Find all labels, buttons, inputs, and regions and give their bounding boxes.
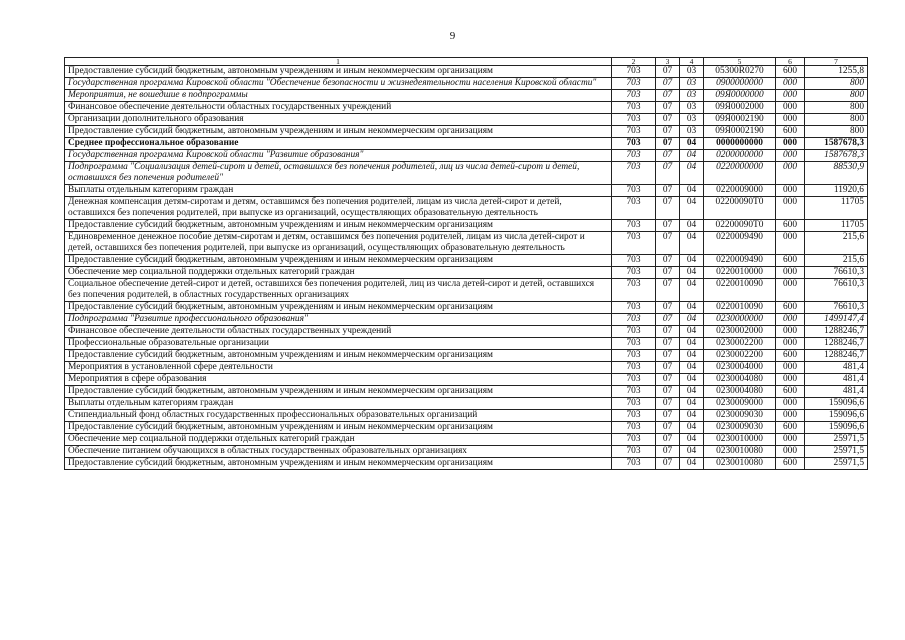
row-code-section: 07 [656, 197, 680, 220]
row-code-section: 07 [656, 362, 680, 374]
row-code-expense-type: 000 [776, 362, 805, 374]
table-row [65, 126, 868, 138]
row-code-expense-type: 000 [776, 78, 805, 90]
table-row [65, 326, 868, 338]
table-row [65, 78, 868, 90]
table-row [65, 302, 868, 314]
row-amount: 215,6 [805, 232, 868, 255]
table-row [65, 114, 868, 126]
row-code-expense-type: 600 [776, 422, 805, 434]
row-name: Социальное обеспечение детей-сирот и детей, оставшихся без попечения родителей, лиц из числа детей-сирот и детей, оставшихся без попечения родителей, в областных государственных организациях [65, 279, 612, 302]
row-code-subsection: 04 [680, 232, 704, 255]
row-code-expense-type: 600 [776, 350, 805, 362]
row-code-subsection: 04 [680, 162, 704, 185]
row-code-target: 0230010080 [704, 446, 776, 458]
row-code-expense-type: 000 [776, 410, 805, 422]
row-code-expense-type: 000 [776, 434, 805, 446]
row-code-subsection: 04 [680, 362, 704, 374]
row-code-ministry: 703 [612, 410, 656, 422]
row-name: Профессиональные образовательные организации [65, 338, 612, 350]
row-amount: 11705 [805, 220, 868, 232]
row-code-subsection: 03 [680, 90, 704, 102]
row-code-target: 09Я0002000 [704, 102, 776, 114]
row-code-target: 0230009000 [704, 398, 776, 410]
row-code-target: 0230000000 [704, 314, 776, 326]
column-header: 4 [680, 58, 704, 66]
row-code-section: 07 [656, 267, 680, 279]
row-code-target: 0220010000 [704, 267, 776, 279]
row-name: Предоставление субсидий бюджетным, автономным учреждениям и иным некоммерческим организациям [65, 302, 612, 314]
table-row [65, 398, 868, 410]
row-code-subsection: 04 [680, 255, 704, 267]
row-code-section: 07 [656, 338, 680, 350]
row-code-section: 07 [656, 279, 680, 302]
page-number: 9 [449, 30, 456, 42]
row-code-target: 05300R0270 [704, 66, 776, 78]
row-name: Финансовое обеспечение деятельности областных государственных учреждений [65, 102, 612, 114]
row-code-target: 02200090Т0 [704, 197, 776, 220]
row-amount: 1499147,4 [805, 314, 868, 326]
row-code-section: 07 [656, 398, 680, 410]
row-code-target: 0200000000 [704, 150, 776, 162]
row-code-expense-type: 600 [776, 126, 805, 138]
row-name: Единовременное денежное пособие детям-сиротам и детям, оставшимся без попечения родителей, лицам из числа детей-сирот и детей, оставшихся без попечения родителей, при выпуске из организаций, осуществляющих образовательную деятельность [65, 232, 612, 255]
row-code-section: 07 [656, 458, 680, 470]
row-code-expense-type: 600 [776, 302, 805, 314]
row-amount: 800 [805, 78, 868, 90]
table-row [65, 279, 868, 302]
row-code-ministry: 703 [612, 150, 656, 162]
row-code-subsection: 04 [680, 326, 704, 338]
row-amount: 11920,6 [805, 185, 868, 197]
row-code-expense-type: 000 [776, 114, 805, 126]
row-name: Выплаты отдельным категориям граждан [65, 185, 612, 197]
row-name: Финансовое обеспечение деятельности областных государственных учреждений [65, 326, 612, 338]
row-name: Среднее профессиональное образование [65, 138, 612, 150]
row-code-ministry: 703 [612, 255, 656, 267]
row-code-subsection: 03 [680, 126, 704, 138]
row-code-section: 07 [656, 434, 680, 446]
row-amount: 159096,6 [805, 422, 868, 434]
row-code-target: 0230010080 [704, 458, 776, 470]
row-code-subsection: 04 [680, 458, 704, 470]
row-code-subsection: 04 [680, 197, 704, 220]
row-code-target: 0220000000 [704, 162, 776, 185]
row-code-section: 07 [656, 350, 680, 362]
row-amount: 76610,3 [805, 279, 868, 302]
row-code-target: 09Я0002190 [704, 114, 776, 126]
row-code-target: 0230004000 [704, 362, 776, 374]
row-code-ministry: 703 [612, 220, 656, 232]
table-row [65, 314, 868, 326]
row-code-section: 07 [656, 220, 680, 232]
row-code-expense-type: 600 [776, 66, 805, 78]
row-code-target: 0230002000 [704, 326, 776, 338]
row-code-section: 07 [656, 150, 680, 162]
row-code-ministry: 703 [612, 338, 656, 350]
row-code-section: 07 [656, 232, 680, 255]
row-code-target: 0000000000 [704, 138, 776, 150]
table-row [65, 410, 868, 422]
row-code-section: 07 [656, 185, 680, 197]
row-code-expense-type: 000 [776, 279, 805, 302]
row-code-ministry: 703 [612, 446, 656, 458]
table-row [65, 422, 868, 434]
row-code-subsection: 04 [680, 220, 704, 232]
row-amount: 1288246,7 [805, 338, 868, 350]
row-code-target: 09Я0002190 [704, 126, 776, 138]
row-code-ministry: 703 [612, 185, 656, 197]
row-name: Мероприятия в сфере образования [65, 374, 612, 386]
row-code-subsection: 04 [680, 279, 704, 302]
row-code-section: 07 [656, 78, 680, 90]
row-code-expense-type: 000 [776, 197, 805, 220]
table-row [65, 267, 868, 279]
row-code-expense-type: 600 [776, 386, 805, 398]
row-code-section: 07 [656, 326, 680, 338]
table-row [65, 386, 868, 398]
table-row [65, 197, 868, 220]
row-code-ministry: 703 [612, 422, 656, 434]
row-amount: 1255,8 [805, 66, 868, 78]
row-code-ministry: 703 [612, 398, 656, 410]
row-amount: 215,6 [805, 255, 868, 267]
row-code-expense-type: 000 [776, 138, 805, 150]
table-row [65, 185, 868, 197]
row-code-ministry: 703 [612, 314, 656, 326]
row-amount: 76610,3 [805, 267, 868, 279]
row-name: Предоставление субсидий бюджетным, автономным учреждениям и иным некоммерческим организациям [65, 220, 612, 232]
row-amount: 159096,6 [805, 410, 868, 422]
row-name: Стипендиальный фонд областных государственных профессиональных образовательных организаций [65, 410, 612, 422]
row-code-target: 0230002200 [704, 338, 776, 350]
table-row [65, 232, 868, 255]
row-code-ministry: 703 [612, 267, 656, 279]
row-name: Подпрограмма "Социализация детей-сирот и детей, оставшихся без попечения родителей, лиц из числа детей-сирот и детей, оставшихся без попечения родителей" [65, 162, 612, 185]
row-code-subsection: 04 [680, 422, 704, 434]
row-code-ministry: 703 [612, 350, 656, 362]
row-code-section: 07 [656, 126, 680, 138]
row-code-ministry: 703 [612, 362, 656, 374]
table-row [65, 66, 868, 78]
row-name: Выплаты отдельным категориям граждан [65, 398, 612, 410]
table-header-row [65, 58, 868, 66]
row-amount: 1587678,3 [805, 150, 868, 162]
row-code-section: 07 [656, 162, 680, 185]
table-row [65, 150, 868, 162]
row-code-subsection: 04 [680, 386, 704, 398]
row-name: Предоставление субсидий бюджетным, автономным учреждениям и иным некоммерческим организациям [65, 350, 612, 362]
row-code-ministry: 703 [612, 114, 656, 126]
row-code-ministry: 703 [612, 386, 656, 398]
row-code-ministry: 703 [612, 374, 656, 386]
row-amount: 11705 [805, 197, 868, 220]
row-code-expense-type: 000 [776, 338, 805, 350]
table-row [65, 90, 868, 102]
row-code-ministry: 703 [612, 326, 656, 338]
row-code-ministry: 703 [612, 90, 656, 102]
row-code-expense-type: 600 [776, 220, 805, 232]
row-code-ministry: 703 [612, 279, 656, 302]
row-amount: 800 [805, 90, 868, 102]
table-row [65, 138, 868, 150]
row-name: Предоставление субсидий бюджетным, автономным учреждениям и иным некоммерческим организациям [65, 255, 612, 267]
column-header: 7 [805, 58, 868, 66]
row-code-expense-type: 000 [776, 314, 805, 326]
row-amount: 481,4 [805, 374, 868, 386]
row-amount: 800 [805, 126, 868, 138]
row-code-subsection: 04 [680, 374, 704, 386]
row-name: Денежная компенсация детям-сиротам и детям, оставшимся без попечения родителей, лицам из числа детей-сирот и детей, оставшихся без попечения родителей, при выпуске из организаций, осуществляющих образовательную деятельность [65, 197, 612, 220]
row-code-section: 07 [656, 66, 680, 78]
row-code-ministry: 703 [612, 66, 656, 78]
table-row [65, 338, 868, 350]
table-row [65, 162, 868, 185]
row-code-expense-type: 000 [776, 326, 805, 338]
row-code-section: 07 [656, 386, 680, 398]
row-code-expense-type: 000 [776, 185, 805, 197]
row-amount: 25971,5 [805, 458, 868, 470]
row-code-target: 0900000000 [704, 78, 776, 90]
table-row [65, 362, 868, 374]
table-row [65, 255, 868, 267]
row-code-ministry: 703 [612, 232, 656, 255]
row-code-target: 0220009490 [704, 232, 776, 255]
row-name: Обеспечение мер социальной поддержки отдельных категорий граждан [65, 434, 612, 446]
row-code-target: 0220009490 [704, 255, 776, 267]
row-name: Обеспечение питанием обучающихся в областных государственных образовательных организациях [65, 446, 612, 458]
row-code-expense-type: 000 [776, 102, 805, 114]
row-code-ministry: 703 [612, 302, 656, 314]
row-code-target: 0230004080 [704, 386, 776, 398]
row-code-expense-type: 000 [776, 162, 805, 185]
row-code-target: 0230009030 [704, 410, 776, 422]
row-code-expense-type: 600 [776, 458, 805, 470]
row-code-section: 07 [656, 255, 680, 267]
row-code-expense-type: 000 [776, 398, 805, 410]
row-name: Предоставление субсидий бюджетным, автономным учреждениям и иным некоммерческим организациям [65, 458, 612, 470]
row-code-subsection: 04 [680, 350, 704, 362]
row-amount: 1288246,7 [805, 326, 868, 338]
row-code-ministry: 703 [612, 138, 656, 150]
row-code-expense-type: 000 [776, 150, 805, 162]
row-code-ministry: 703 [612, 197, 656, 220]
row-code-section: 07 [656, 410, 680, 422]
row-code-subsection: 04 [680, 446, 704, 458]
row-code-expense-type: 000 [776, 232, 805, 255]
row-code-subsection: 03 [680, 66, 704, 78]
row-name: Обеспечение мер социальной поддержки отдельных категорий граждан [65, 267, 612, 279]
row-code-expense-type: 000 [776, 267, 805, 279]
row-code-ministry: 703 [612, 126, 656, 138]
row-code-subsection: 04 [680, 138, 704, 150]
row-code-expense-type: 000 [776, 446, 805, 458]
row-amount: 88530,9 [805, 162, 868, 185]
row-code-subsection: 03 [680, 102, 704, 114]
row-code-target: 09Я0000000 [704, 90, 776, 102]
column-header: 2 [612, 58, 656, 66]
row-amount: 1587678,3 [805, 138, 868, 150]
row-name: Предоставление субсидий бюджетным, автономным учреждениям и иным некоммерческим организациям [65, 66, 612, 78]
row-code-section: 07 [656, 374, 680, 386]
row-code-subsection: 03 [680, 78, 704, 90]
table-row [65, 458, 868, 470]
row-amount: 800 [805, 114, 868, 126]
table-row [65, 434, 868, 446]
row-code-expense-type: 000 [776, 90, 805, 102]
row-name: Мероприятия в установленной сфере деятельности [65, 362, 612, 374]
row-code-subsection: 03 [680, 114, 704, 126]
row-code-subsection: 04 [680, 434, 704, 446]
row-code-subsection: 04 [680, 302, 704, 314]
row-code-expense-type: 600 [776, 255, 805, 267]
row-name: Государственная программа Кировской области "Обеспечение безопасности и жизнедеятельности населения Кировской области" [65, 78, 612, 90]
table-row [65, 102, 868, 114]
row-code-subsection: 04 [680, 338, 704, 350]
row-code-subsection: 04 [680, 398, 704, 410]
row-amount: 25971,5 [805, 434, 868, 446]
row-code-target: 0220010090 [704, 302, 776, 314]
row-code-target: 0230009030 [704, 422, 776, 434]
row-code-ministry: 703 [612, 78, 656, 90]
row-code-section: 07 [656, 138, 680, 150]
row-amount: 481,4 [805, 362, 868, 374]
row-code-ministry: 703 [612, 162, 656, 185]
row-amount: 481,4 [805, 386, 868, 398]
row-name: Предоставление субсидий бюджетным, автономным учреждениям и иным некоммерческим организациям [65, 422, 612, 434]
row-code-ministry: 703 [612, 102, 656, 114]
row-code-subsection: 04 [680, 410, 704, 422]
row-name: Государственная программа Кировской области "Развитие образования" [65, 150, 612, 162]
row-code-section: 07 [656, 422, 680, 434]
row-name: Организации дополнительного образования [65, 114, 612, 126]
row-code-section: 07 [656, 314, 680, 326]
row-code-target: 0230004080 [704, 374, 776, 386]
row-code-subsection: 04 [680, 185, 704, 197]
row-code-ministry: 703 [612, 434, 656, 446]
row-name: Мероприятия, не вошедшие в подпрограммы [65, 90, 612, 102]
table-row [65, 350, 868, 362]
row-amount: 800 [805, 102, 868, 114]
row-amount: 1288246,7 [805, 350, 868, 362]
row-code-target: 0220009000 [704, 185, 776, 197]
row-code-target: 02200090Т0 [704, 220, 776, 232]
row-code-expense-type: 000 [776, 374, 805, 386]
row-code-section: 07 [656, 302, 680, 314]
row-code-section: 07 [656, 102, 680, 114]
table-row [65, 446, 868, 458]
row-code-section: 07 [656, 446, 680, 458]
row-amount: 25971,5 [805, 446, 868, 458]
table-row [65, 374, 868, 386]
row-name: Предоставление субсидий бюджетным, автономным учреждениям и иным некоммерческим организациям [65, 126, 612, 138]
row-code-target: 0220010090 [704, 279, 776, 302]
row-name: Предоставление субсидий бюджетным, автономным учреждениям и иным некоммерческим организациям [65, 386, 612, 398]
row-amount: 76610,3 [805, 302, 868, 314]
row-code-section: 07 [656, 90, 680, 102]
row-code-section: 07 [656, 114, 680, 126]
column-header: 5 [704, 58, 776, 66]
row-code-ministry: 703 [612, 458, 656, 470]
row-amount: 159096,6 [805, 398, 868, 410]
row-code-subsection: 04 [680, 150, 704, 162]
row-code-subsection: 04 [680, 314, 704, 326]
table-row [65, 220, 868, 232]
row-code-subsection: 04 [680, 267, 704, 279]
column-header: 3 [656, 58, 680, 66]
budget-table [64, 57, 868, 470]
column-header: 6 [776, 58, 805, 66]
column-header: 1 [65, 58, 612, 66]
row-name: Подпрограмма "Развитие профессионального образования" [65, 314, 612, 326]
row-code-target: 0230010000 [704, 434, 776, 446]
row-code-target: 0230002200 [704, 350, 776, 362]
